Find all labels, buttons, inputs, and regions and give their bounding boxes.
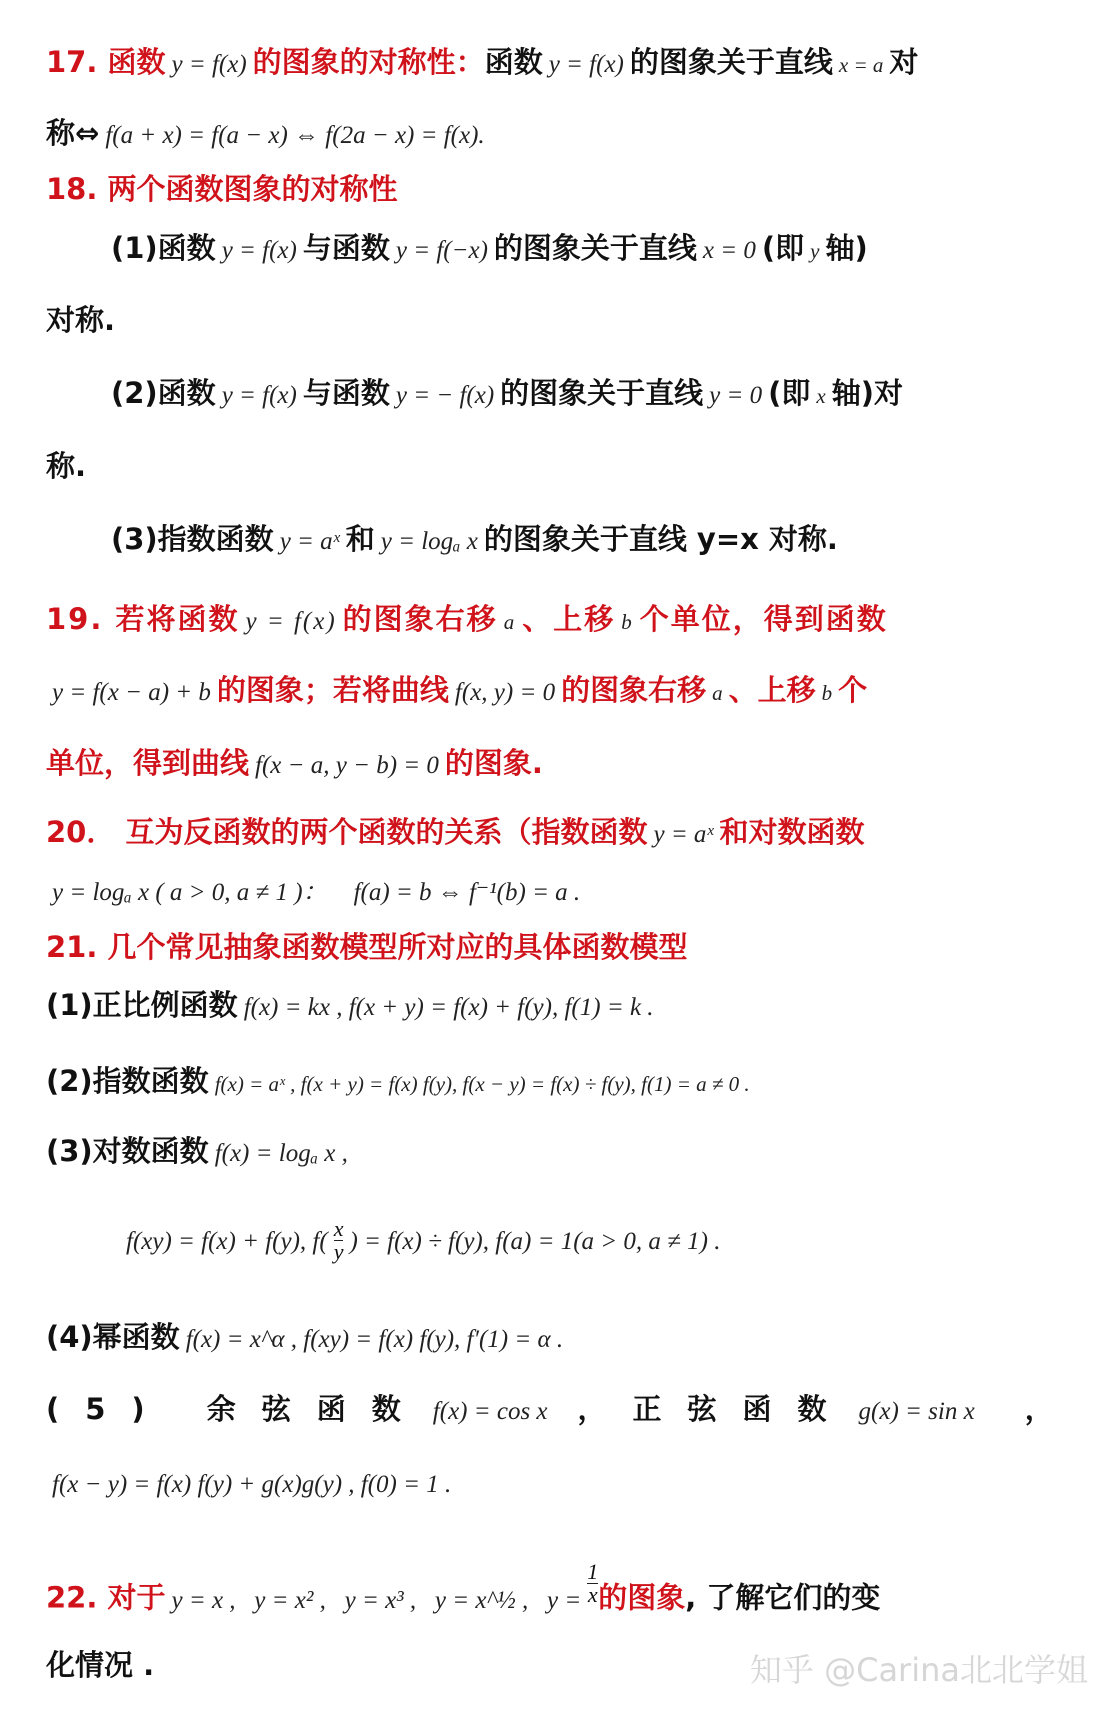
math: f(x − y) = f(x) f(y) + g(x)g(y) , f(0) = 1 .	[52, 1471, 452, 1498]
section-20-line2	[46, 870, 586, 913]
section-number: 19.	[46, 602, 104, 636]
denominator: y	[333, 1239, 344, 1264]
section-17-line2	[46, 113, 491, 156]
section-19-line1	[46, 599, 888, 642]
section-21-item5-formula	[46, 1462, 457, 1505]
math: y = f(x)	[548, 51, 624, 78]
math: a	[712, 681, 723, 705]
text: (3)指数函数	[111, 522, 274, 556]
section-21-item2	[46, 1061, 756, 1104]
numerator: x	[333, 1216, 344, 1241]
text: 对	[889, 45, 919, 79]
text: 的图象关于直线 y=x 对称.	[483, 522, 838, 556]
text: 个单位，得到函数	[639, 602, 888, 636]
text: 20． 互为反函数的两个函数的关系（指数函数	[46, 815, 648, 849]
text: 若将函数	[115, 602, 240, 636]
math: y = f(x)	[221, 237, 297, 264]
text: 单位，得到曲线	[46, 746, 250, 780]
math: y = f(x)	[171, 51, 247, 78]
numerator: 1	[587, 1559, 599, 1584]
section-21-item4	[46, 1317, 569, 1360]
math: x	[816, 384, 826, 408]
fraction	[334, 1218, 344, 1263]
math: y = − f(x)	[395, 382, 495, 409]
math: a	[503, 610, 517, 634]
text: (1)正比例函数	[46, 988, 238, 1022]
text: ，正弦函数	[577, 1392, 853, 1426]
text: 的图象关于直线	[500, 376, 704, 410]
section-18-title: 18. 两个函数图象的对称性	[46, 172, 398, 206]
section-18-item1-cont: 对称.	[46, 303, 116, 337]
section-18-item2-cont: 称.	[46, 449, 87, 483]
text: 与函数	[302, 376, 390, 410]
math: f(x) = logₐ x ,	[214, 1140, 348, 1167]
math: y = f(x − a) + b	[52, 679, 211, 706]
text: 的图象	[598, 1580, 686, 1615]
math: y = aˣ	[279, 528, 340, 555]
math: y = 0	[709, 382, 763, 409]
text: 、上移	[522, 602, 616, 636]
math: f(x − a, y − b) = 0	[255, 752, 439, 779]
math: x = 0	[702, 237, 756, 264]
section-19-line2	[46, 670, 867, 713]
text: 的图象关于直线	[493, 231, 697, 265]
text: 的图象的对称性：	[252, 45, 485, 79]
math: ) = f(x) ÷ f(y), f(a) = 1(a > 0, a ≠ 1) .	[349, 1227, 721, 1255]
text: (1)函数	[111, 231, 216, 265]
section-22-line2: 化情况 .	[46, 1648, 155, 1682]
text: 和对数函数	[719, 815, 865, 849]
text: 22. 对于	[46, 1580, 166, 1615]
text: (4)幂函数	[46, 1320, 180, 1354]
denominator: x	[587, 1582, 598, 1607]
section-17-line1	[46, 42, 918, 85]
text: 轴)	[825, 231, 868, 265]
text: ，	[1024, 1392, 1054, 1426]
math: y = aˣ	[653, 821, 714, 848]
math: y = f(x)	[221, 382, 297, 409]
math: f(x) = aˣ , f(x + y) = f(x) f(y), f(x − y) = f(x) ÷ f(y), f(1) = a ≠ 0 .	[214, 1072, 750, 1096]
section-21-item3	[46, 1131, 354, 1174]
text: (即	[768, 376, 811, 410]
text: 与函数	[302, 231, 390, 265]
math: b	[821, 681, 833, 705]
math: y	[810, 239, 820, 263]
text: (5) 余弦函数	[46, 1392, 427, 1426]
text: 函数	[107, 45, 166, 79]
section-number: 17.	[46, 45, 98, 79]
math: y = logₐ x ( a > 0, a ≠ 1 )：	[52, 879, 328, 906]
watermark: 知乎 @Carina北北学姐	[749, 1651, 1088, 1689]
text: 的图象；若将曲线	[216, 673, 449, 707]
text: 称⇔	[46, 116, 100, 150]
math: g(x) = sin x	[858, 1398, 975, 1425]
math: y = x , y = x² , y = x³ , y = x^½ , y =	[171, 1586, 582, 1614]
section-21-item1	[46, 985, 660, 1028]
text: 的图象关于直线	[629, 45, 833, 79]
math: f(x) = kx , f(x + y) = f(x) + f(y), f(1) = k .	[243, 994, 654, 1021]
math: x = a	[838, 53, 884, 77]
math: b	[621, 610, 634, 634]
section-18-item3	[111, 519, 838, 562]
math: f(a) = b ⇔ f⁻¹(b) = a .	[353, 879, 581, 906]
text: (3)对数函数	[46, 1134, 209, 1168]
math: y = f(x)	[245, 608, 337, 635]
text: 个	[838, 673, 868, 707]
section-18-item2	[111, 373, 903, 416]
text: (2)函数	[111, 376, 216, 410]
text: , 了解它们的变	[685, 1580, 881, 1615]
text: 和	[345, 522, 375, 556]
math: f(x) = cos x	[432, 1398, 548, 1425]
math: f(a + x) = f(a − x) ⇔ f(2a − x) = f(x).	[105, 122, 485, 149]
math: f(xy) = f(x) + f(y), f(	[126, 1227, 328, 1255]
section-21-item5	[46, 1389, 1054, 1432]
fraction	[587, 1561, 598, 1606]
section-19-line3	[46, 743, 543, 786]
math: y = logₐ x	[380, 528, 478, 555]
text: (即	[761, 231, 805, 265]
section-18-item1	[111, 228, 868, 271]
text: 的图象右移	[342, 602, 498, 636]
section-21-item3-formula	[120, 1218, 726, 1263]
math: f(x, y) = 0	[454, 679, 556, 706]
text: (2)指数函数	[46, 1064, 209, 1098]
section-22-line1	[46, 1559, 881, 1622]
text: 、上移	[728, 673, 816, 707]
math: y = f(−x)	[395, 237, 488, 264]
math: f(x) = x^α , f(xy) = f(x) f(y), f′(1) = α .	[185, 1326, 564, 1353]
section-21-title: 21. 几个常见抽象函数模型所对应的具体函数模型	[46, 930, 688, 964]
text: 函数	[484, 45, 543, 79]
text: 的图象.	[444, 746, 543, 780]
section-20-line1	[46, 812, 865, 855]
text: 的图象右移	[561, 673, 707, 707]
text: 轴)对	[831, 376, 903, 410]
